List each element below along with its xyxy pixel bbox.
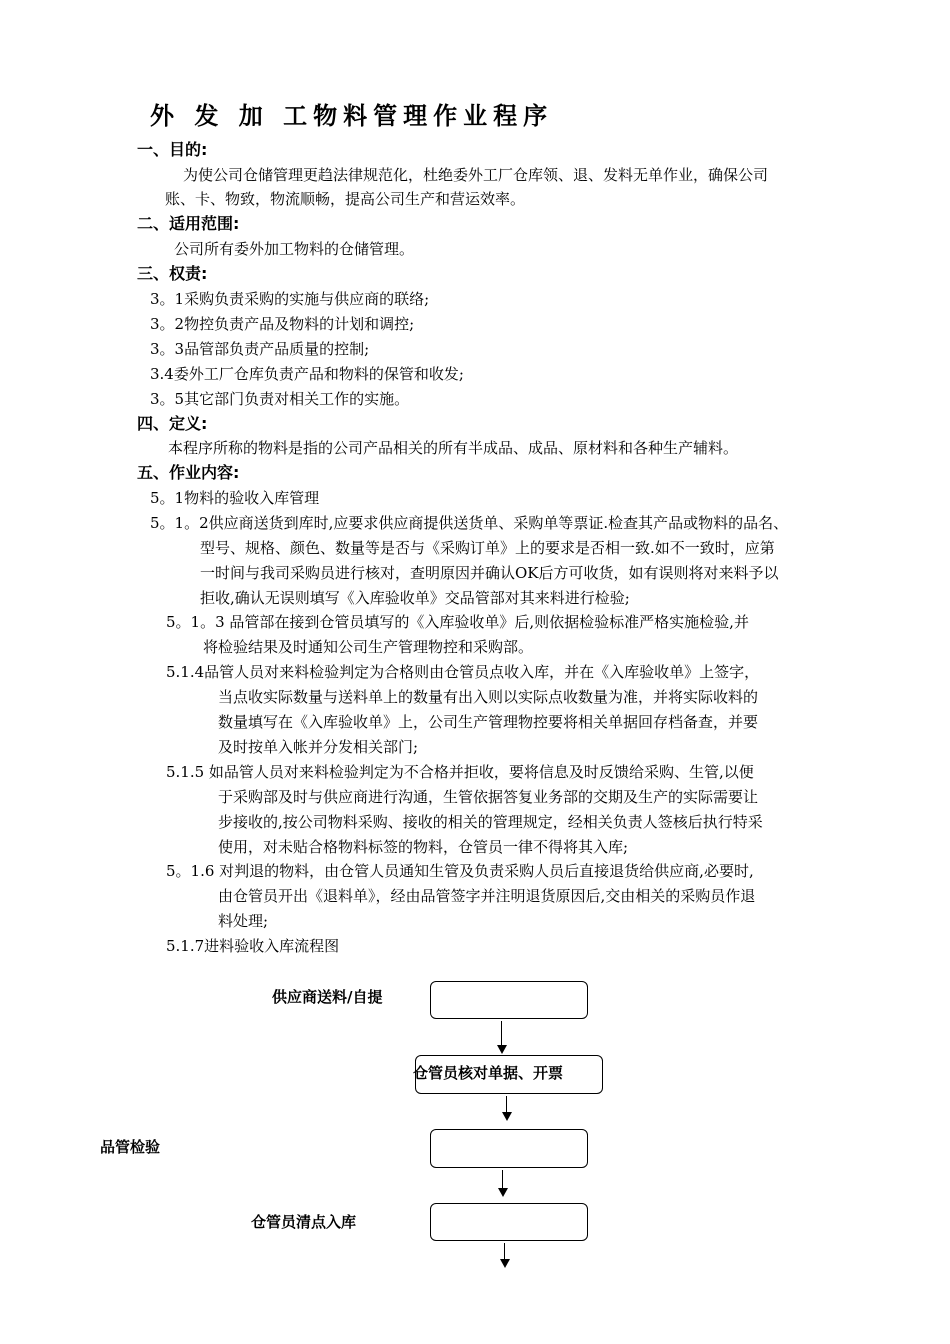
content-line-12: 5.1.5 如品管人员对来料检验判定为不合格并拒收，要将信息及时反馈给采购、生管,以便 [166,763,754,781]
definition-line-1: 本程序所称的物料是指的公司产品相关的所有半成品、成品、原材料和各种生产辅料。 [168,439,739,457]
page-title: 外 发 加 工物料管理作业程序 [150,102,554,130]
arrow-down-icon [500,1259,510,1268]
scope-line-1: 公司所有委外加工物料的仓储管理。 [174,240,415,258]
flow-label-check-documents: 仓管员核对单据、开票 [413,1064,564,1082]
purpose-line-2: 账、卡、物致，物流顺畅，提高公司生产和营运效率。 [165,190,526,208]
content-line-16: 5。1.6 对判退的物料，由仓管人员通知生管及负责采购人员后直接退货给供应商,必要时, [166,862,754,880]
section-scope-heading: 二、适用范围: [137,214,240,233]
arrow-down-icon [502,1112,512,1121]
content-line-2: 5。1。2供应商送货到库时,应要求供应商提供送货单、采购单等票证.检查其产品或物料的品名、 [150,514,789,532]
flow-connector [501,1021,502,1047]
duties-line-3: 3。3品管部负责产品质量的控制; [150,340,370,358]
content-line-8: 5.1.4品管人员对来料检验判定为合格则由仓管员点收入库，并在《入库验收单》上签字， [166,663,760,681]
content-line-7: 将检验结果及时通知公司生产管理物控和采购部。 [203,638,534,656]
flow-label-quality-inspection: 品管检验 [100,1138,161,1156]
duties-line-1: 3。1采购负责采购的实施与供应商的联络; [150,290,430,308]
flow-box-supplier [430,981,588,1019]
content-line-10: 数量填写在《入库验收单》上，公司生产管理物控要将相关单据回存档备查，并要 [218,713,759,731]
flow-connector [502,1170,503,1190]
purpose-line-1: 为使公司仓储管理更趋法律规范化，杜绝委外工厂仓库领、退、发料无单作业，确保公司 [183,166,769,184]
arrow-down-icon [497,1045,507,1054]
duties-line-5: 3。5其它部门负责对相关工作的实施。 [150,390,410,408]
content-line-15: 使用，对未贴合格物料标签的物料，仓管员一律不得将其入库; [218,838,629,856]
arrow-down-icon [498,1188,508,1197]
duties-line-2: 3。2物控负责产品及物料的计划和调控; [150,315,415,333]
content-line-6: 5。1。3 品管部在接到仓管员填写的《入库验收单》后,则依据检验标准严格实施检验,并 [166,613,749,631]
content-line-14: 步接收的,按公司物料采购、接收的相关的管理规定，经相关负责人签核后执行特采 [218,813,763,831]
flow-label-stock-in: 仓管员清点入库 [251,1213,357,1231]
flow-label-supplier: 供应商送料/自提 [272,988,383,1006]
section-content-heading: 五、作业内容: [137,463,240,482]
content-line-9: 当点收实际数量与送料单上的数量有出入则以实际点收数量为准，并将实际收料的 [218,688,759,706]
flow-box-quality-inspection [430,1129,588,1168]
content-line-3: 型号、规格、颜色、数量等是否与《采购订单》上的要求是否相一致.如不一致时，应第 [200,539,775,557]
content-line-11: 及时按单入帐并分发相关部门; [218,738,419,756]
content-line-19: 5.1.7进料验收入库流程图 [166,937,340,955]
duties-line-4: 3.4委外工厂仓库负责产品和物料的保管和收发; [150,365,464,383]
section-duties-heading: 三、权责: [137,264,208,283]
content-line-18: 料处理; [218,912,269,930]
content-line-17: 由仓管员开出《退料单》，经由品管签字并注明退货原因后,交由相关的采购员作退 [218,887,756,905]
section-definition-heading: 四、定义: [137,414,208,433]
section-purpose-heading: 一、目的: [137,140,208,159]
content-line-4: 一时间与我司采购员进行核对，查明原因并确认OK后方可收货，如有误则将对来料予以 [200,564,779,582]
content-line-13: 于采购部及时与供应商进行沟通，生管依据答复业务部的交期及生产的实际需要让 [218,788,759,806]
content-line-1: 5。1物料的验收入库管理 [150,489,320,507]
flow-box-stock-in [430,1203,588,1241]
content-line-5: 拒收,确认无误则填写《入库验收单》交品管部对其来料进行检验; [200,589,630,607]
